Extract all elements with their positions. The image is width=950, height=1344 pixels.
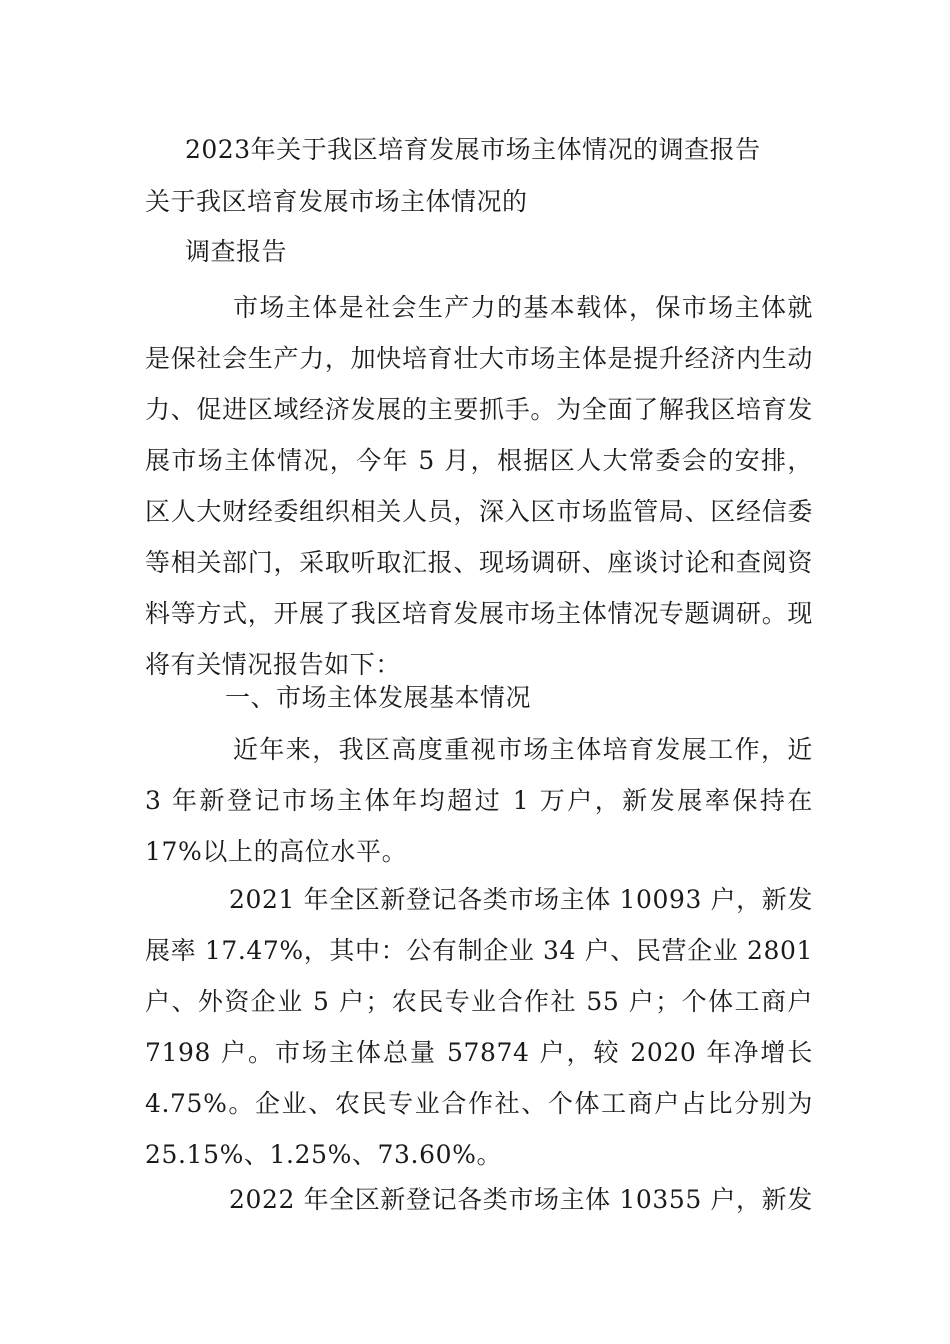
body-paragraph: 近年来，我区高度重视市场主体培育发展工作，近 3 年新登记市场主体年均超过 1 万户，新发展率保持在 17%以上的高位水平。 bbox=[145, 735, 813, 866]
body-paragraph: 2021 年全区新登记各类市场主体 10093 户，新发展率 17.47%，其中：公有制企业 34 户、民营企业 2801 户、外资企业 5 户；农民专业合作社 55 户；个体工商户 7198 户。市场主体总量 57874 户，较 2020 年净增长 4.75%。企业、农民专业合作社、个体工商户占比分别为 25.15%、1.25%、73.60%。 bbox=[145, 885, 813, 1169]
document-subtitle-line-2: 调查报告 bbox=[185, 237, 288, 266]
document-subtitle-line-1: 关于我区培育发展市场主体情况的 bbox=[145, 187, 528, 216]
body-paragraph: 2022 年全区新登记各类市场主体 10355 户，新发 bbox=[229, 1185, 813, 1214]
intro-paragraph: 市场主体是社会生产力的基本载体，保市场主体就是保社会生产力，加快培育壮大市场主体是提升经济内生动力、促进区域经济发展的主要抓手。为全面了解我区培育发展市场主体情况，今年 5 月，根据区人大常委会的安排，区人大财经委组织相关人员，深入区市场监管局、区经信委等相关部门，采取听取汇报、现场调研、座谈讨论和查阅资料等方式，开展了我区培育发展市场主体情况专题调研。现将有关情况报告如下： bbox=[145, 293, 813, 679]
document-title: 2023年关于我区培育发展市场主体情况的调查报告 bbox=[185, 135, 761, 164]
section-heading: 一、市场主体发展基本情况 bbox=[225, 683, 532, 712]
